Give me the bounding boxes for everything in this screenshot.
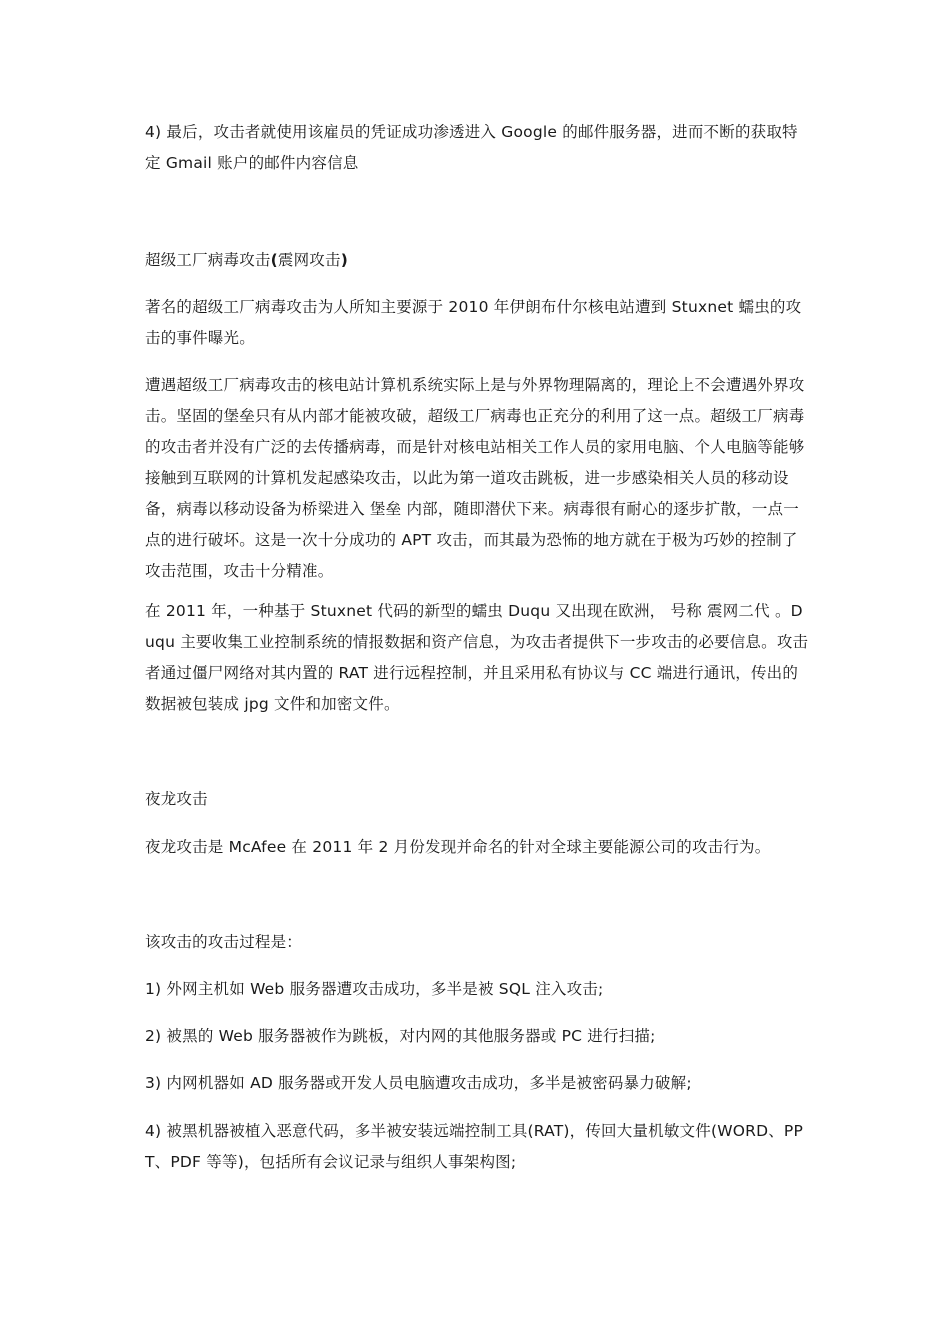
paragraph-attack-process: 该攻击的攻击过程是：	[145, 933, 303, 951]
list-item-step1: 1) 外网主机如 Web 服务器遭攻击成功，多半是被 SQL 注入攻击;	[145, 980, 604, 998]
heading-stuxnet-paren-close: )	[340, 251, 349, 269]
heading-stuxnet-inner: 震网攻击	[277, 251, 341, 269]
paragraph-duqu: 在 2011 年，一种基于 Stuxnet 代码的新型的蠕虫 Duqu 又出现在欧洲， 号称 震网二代 。Duqu 主要收集工业控制系统的情报数据和资产信息，为攻击者提供下一步攻击的必要信息。攻击者通过僵尸网络对其内置的 RAT 进行远程控制，并且采用私有协议与 CC 端进行通讯，传出的数据被包装成 jpg 文件和加密文件。	[145, 602, 809, 713]
heading-night-dragon: 夜龙攻击	[145, 790, 208, 808]
paragraph-google-step4: 4) 最后，攻击者就使用该雇员的凭证成功渗透进入 Google 的邮件服务器，进而不断的获取特定 Gmail 账户的邮件内容信息	[145, 123, 798, 172]
heading-stuxnet	[145, 245, 810, 276]
paragraph-stuxnet-detail: 遭遇超级工厂病毒攻击的核电站计算机系统实际上是与外界物理隔离的，理论上不会遭遇外界攻击。坚固的堡垒只有从内部才能被攻破，超级工厂病毒也正充分的利用了这一点。超级工厂病毒的攻击者并没有广泛的去传播病毒，而是针对核电站相关工作人员的家用电脑、个人电脑等能够接触到互联网的计算机发起感染攻击，以此为第一道攻击跳板，进一步感染相关人员的移动设备，病毒以移动设备为桥梁进入 堡垒 内部，随即潜伏下来。病毒很有耐心的逐步扩散，一点一点的进行破坏。这是一次十分成功的 APT 攻击，而其最为恐怖的地方就在于极为巧妙的控制了攻击范围，攻击十分精准。	[145, 376, 805, 580]
paragraph-stuxnet-intro: 著名的超级工厂病毒攻击为人所知主要源于 2010 年伊朗布什尔核电站遭到 Stuxnet 蠕虫的攻击的事件曝光。	[145, 298, 802, 347]
list-item-step3: 3) 内网机器如 AD 服务器或开发人员电脑遭攻击成功，多半是被密码暴力破解;	[145, 1074, 692, 1092]
paragraph-night-dragon-intro: 夜龙攻击是 McAfee 在 2011 年 2 月份发现并命名的针对全球主要能源公司的攻击行为。	[145, 838, 771, 856]
heading-stuxnet-main: 超级工厂病毒攻击	[145, 251, 271, 269]
heading-stuxnet-paren-open: (	[270, 251, 278, 269]
list-item-step2: 2) 被黑的 Web 服务器被作为跳板，对内网的其他服务器或 PC 进行扫描;	[145, 1027, 656, 1045]
list-item-step4: 4) 被黑机器被植入恶意代码，多半被安装远端控制工具(RAT)，传回大量机敏文件(WORD、PPT、PDF 等等)，包括所有会议记录与组织人事架构图;	[145, 1122, 804, 1171]
